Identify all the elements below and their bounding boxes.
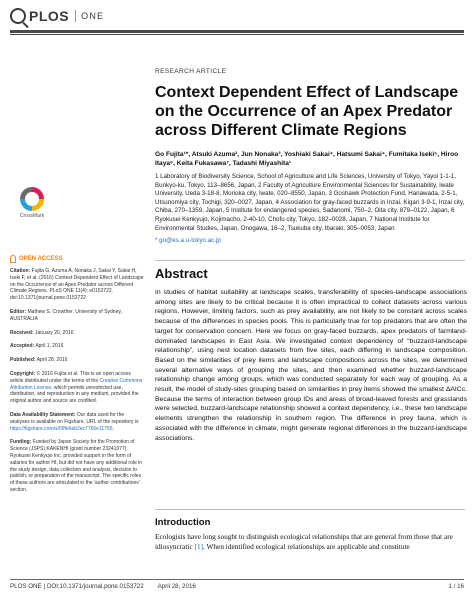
- received-block: [10, 330, 145, 337]
- logo-divider: [75, 10, 76, 22]
- published-date: April 28, 2016: [36, 357, 68, 364]
- copyright-block: [10, 371, 145, 405]
- article-title: Context Dependent Effect of Landscape on the Occurrence of an Apex Predator across Different Climate Regions: [155, 84, 459, 139]
- published-block: [10, 357, 145, 364]
- license-link[interactable]: Creative Commons Attribution License: [10, 377, 143, 391]
- editor-text: Mathew S. Crowther, University of Sydney, AUSTRALIA: [10, 308, 122, 322]
- open-access-badge: [10, 255, 62, 263]
- introduction-heading: Introduction: [155, 517, 211, 528]
- figshare-link[interactable]: https://figshare.com/s/09fe6ab2ec7766e11756: [10, 425, 113, 432]
- citation-block: [10, 268, 145, 302]
- accepted-label: Accepted:: [10, 343, 35, 350]
- footer-doi: | DOI:10.1371/journal.pone.0153722: [43, 583, 144, 590]
- crossmark-icon: [20, 187, 44, 211]
- crossmark-badge[interactable]: [12, 187, 52, 219]
- funding-label: Funding:: [10, 439, 32, 446]
- data-availability-end: .: [112, 425, 114, 432]
- journal-sub: ONE: [81, 11, 105, 21]
- received-label: Received:: [10, 329, 34, 336]
- open-access-label: OPEN ACCESS: [19, 256, 63, 262]
- data-availability-label: Data Availability Statement:: [10, 411, 76, 418]
- footer-rule: [10, 579, 464, 580]
- introduction-text-start: Ecologists have long sought to distinguish ecological relationships that are general from those that are idiosyncratic: [155, 532, 453, 551]
- abstract-bottom-rule: [155, 509, 465, 510]
- corresponding-email-link[interactable]: * go@es.a.u-tokyo.ac.jp: [155, 237, 221, 245]
- received-date: January 20, 2016: [35, 329, 74, 336]
- journal-logo[interactable]: [10, 8, 104, 24]
- citation-label: Citation:: [10, 268, 31, 274]
- footer-date: April 28, 2016: [157, 583, 196, 590]
- accepted-date: April 1, 2016: [35, 343, 64, 350]
- copyright-text: © 2016 Fujita et al. This is an open access article distributed under the terms of the: [10, 370, 131, 384]
- editor-label: Editor:: [10, 308, 27, 315]
- abstract-text: In studies of habitat suitability at landscape scales, transferability of species-landscape associations among sites are likely to be critical because it is often impractical to collect datasets across various regions. However, limiting factors, such as prey availability, are not likely to be constant across scales because of the differences in species pools. This is particularly true for top predators that are often the target for conservation concern. Here we focus on gray-faced buzzards, apex predators of farmland-dominated landscapes in East Asia. We investigated context dependency of “buzzard-landscape relationship”, using nest location datasets from five sites, each differing in landscape composition. Based on the similarities of prey items and landscape compositions across the sites, we determined several alternative ways of grouping the sites, and then examined whether buzzard-landscape relationship change among groups, which was conducted separately for each way of grouping. As a result, the model of study-sites grouping based on similarities in prey items showed the smallest ΔAICc. Because the terms of interaction between group IDs and areas of broad-leaved forests and grasslands were selected, buzzard-landscape relationship showed a context dependency, i.e., these two landscape elements strengthen the relationship in southern region. The difference in prey fauna, which is associated with the difference in climate, might generate regional differences in the buzzard-landscape associations.: [155, 289, 467, 442]
- introduction-text: [155, 532, 467, 551]
- introduction-text-end: . When identified ecological relationships are applicable and constitute: [203, 541, 410, 551]
- journal-name: PLOS: [29, 8, 70, 24]
- accepted-block: [10, 343, 145, 350]
- funding-block: [10, 439, 145, 493]
- crossmark-label: CrossMark: [19, 213, 45, 219]
- article-type-label: RESEARCH ARTICLE: [155, 68, 227, 75]
- funding-text: Funded by Japan Society for the Promotion of Science (JSPS) KAKENHI (grant number 23241077). Ryokusei Kenkyujo Inc. provided support in the form of salaries for author HI, but did not have any additional role in the study design, data collection and analysis, decision to publish, or preparation of the manuscript. The specific roles of these authors are articulated in the 'author contributions' section.: [10, 439, 143, 493]
- plos-magnifier-icon: [10, 8, 26, 24]
- data-availability-text: Our data used for the analyses is available on Figshare. URL of the repository is: [10, 411, 139, 425]
- page-footer: [10, 583, 464, 590]
- footer-journal: PLOS ONE: [10, 583, 42, 590]
- copyright-label: Copyright:: [10, 370, 36, 377]
- citation-text: Fujita G, Azuma A, Nonaka J, Sakai Y, Sakai H, Iseki F, et al. (2016) Context Dependent Effect of Landscape on the Occurrence of an Apex Predator across Different Climate Regions. PLoS ONE 11(4): e0153722. doi:10.1371/journal.pone.0153722: [10, 268, 144, 302]
- reference-link[interactable]: [1]: [194, 541, 204, 551]
- affiliations: 1 Laboratory of Biodiversity Science, School of Agriculture and Life Sciences, University of Tokyo, Yayoi 1-1-1, Bunkyo-ku, Tokyo, 113–8656, Japan, 2 Faculty of Agriculture Environmental Sciences for Sustainability, Iwate University, Ueda 3-18-8, Morioka city, Iwate, 020–8550, Japan, 3 Goshawk Protection Fund, Hanawada, 2-5-1, Utsunomiya city, Tochigi, 320–0027, Japan, 4 Association for gray-faced buzzards in Inzai, Kigari 3-9-1, Inzai city, Chiba, 270–1359, Japan, 5 Institute for endangered species, Sadanomi, 750–2, Oita city, 879–0122, Japan, 6 Ryokusei Kenkyujo, Kojimacho, 2-40-10, Chofu city, Tokyo, 182–0028, Japan, 7 National Institute for Environmental Studies, Japan, Onogawa, 16–2, Tsukuba city, Ibaraki, 305–0053, Japan: [155, 173, 465, 232]
- copyright-text-rest: , which permits unrestricted use, distribution, and reproduction in any medium, provided the original author and source are credited.: [10, 384, 139, 405]
- abstract-top-rule: [155, 260, 465, 261]
- open-lock-icon: [10, 255, 16, 263]
- article-metadata-sidebar: [10, 268, 145, 501]
- article-header: [155, 68, 465, 244]
- published-label: Published:: [10, 357, 36, 364]
- data-availability-block: [10, 412, 145, 432]
- author-list: Go Fujita¹*, Atsuki Azuma², Jun Nonaka³, Yoshiaki Sakai⁴, Hatsumi Sakai⁴, Fumitaka Iseki⁵, Hiroo Itaya⁶, Keita Fukasawa⁷, Tadashi Miyashita¹: [155, 151, 459, 167]
- page-number: 1 / 16: [448, 583, 464, 590]
- abstract-heading: Abstract: [155, 266, 208, 281]
- header-rule: [10, 30, 464, 33]
- editor-block: [10, 309, 145, 323]
